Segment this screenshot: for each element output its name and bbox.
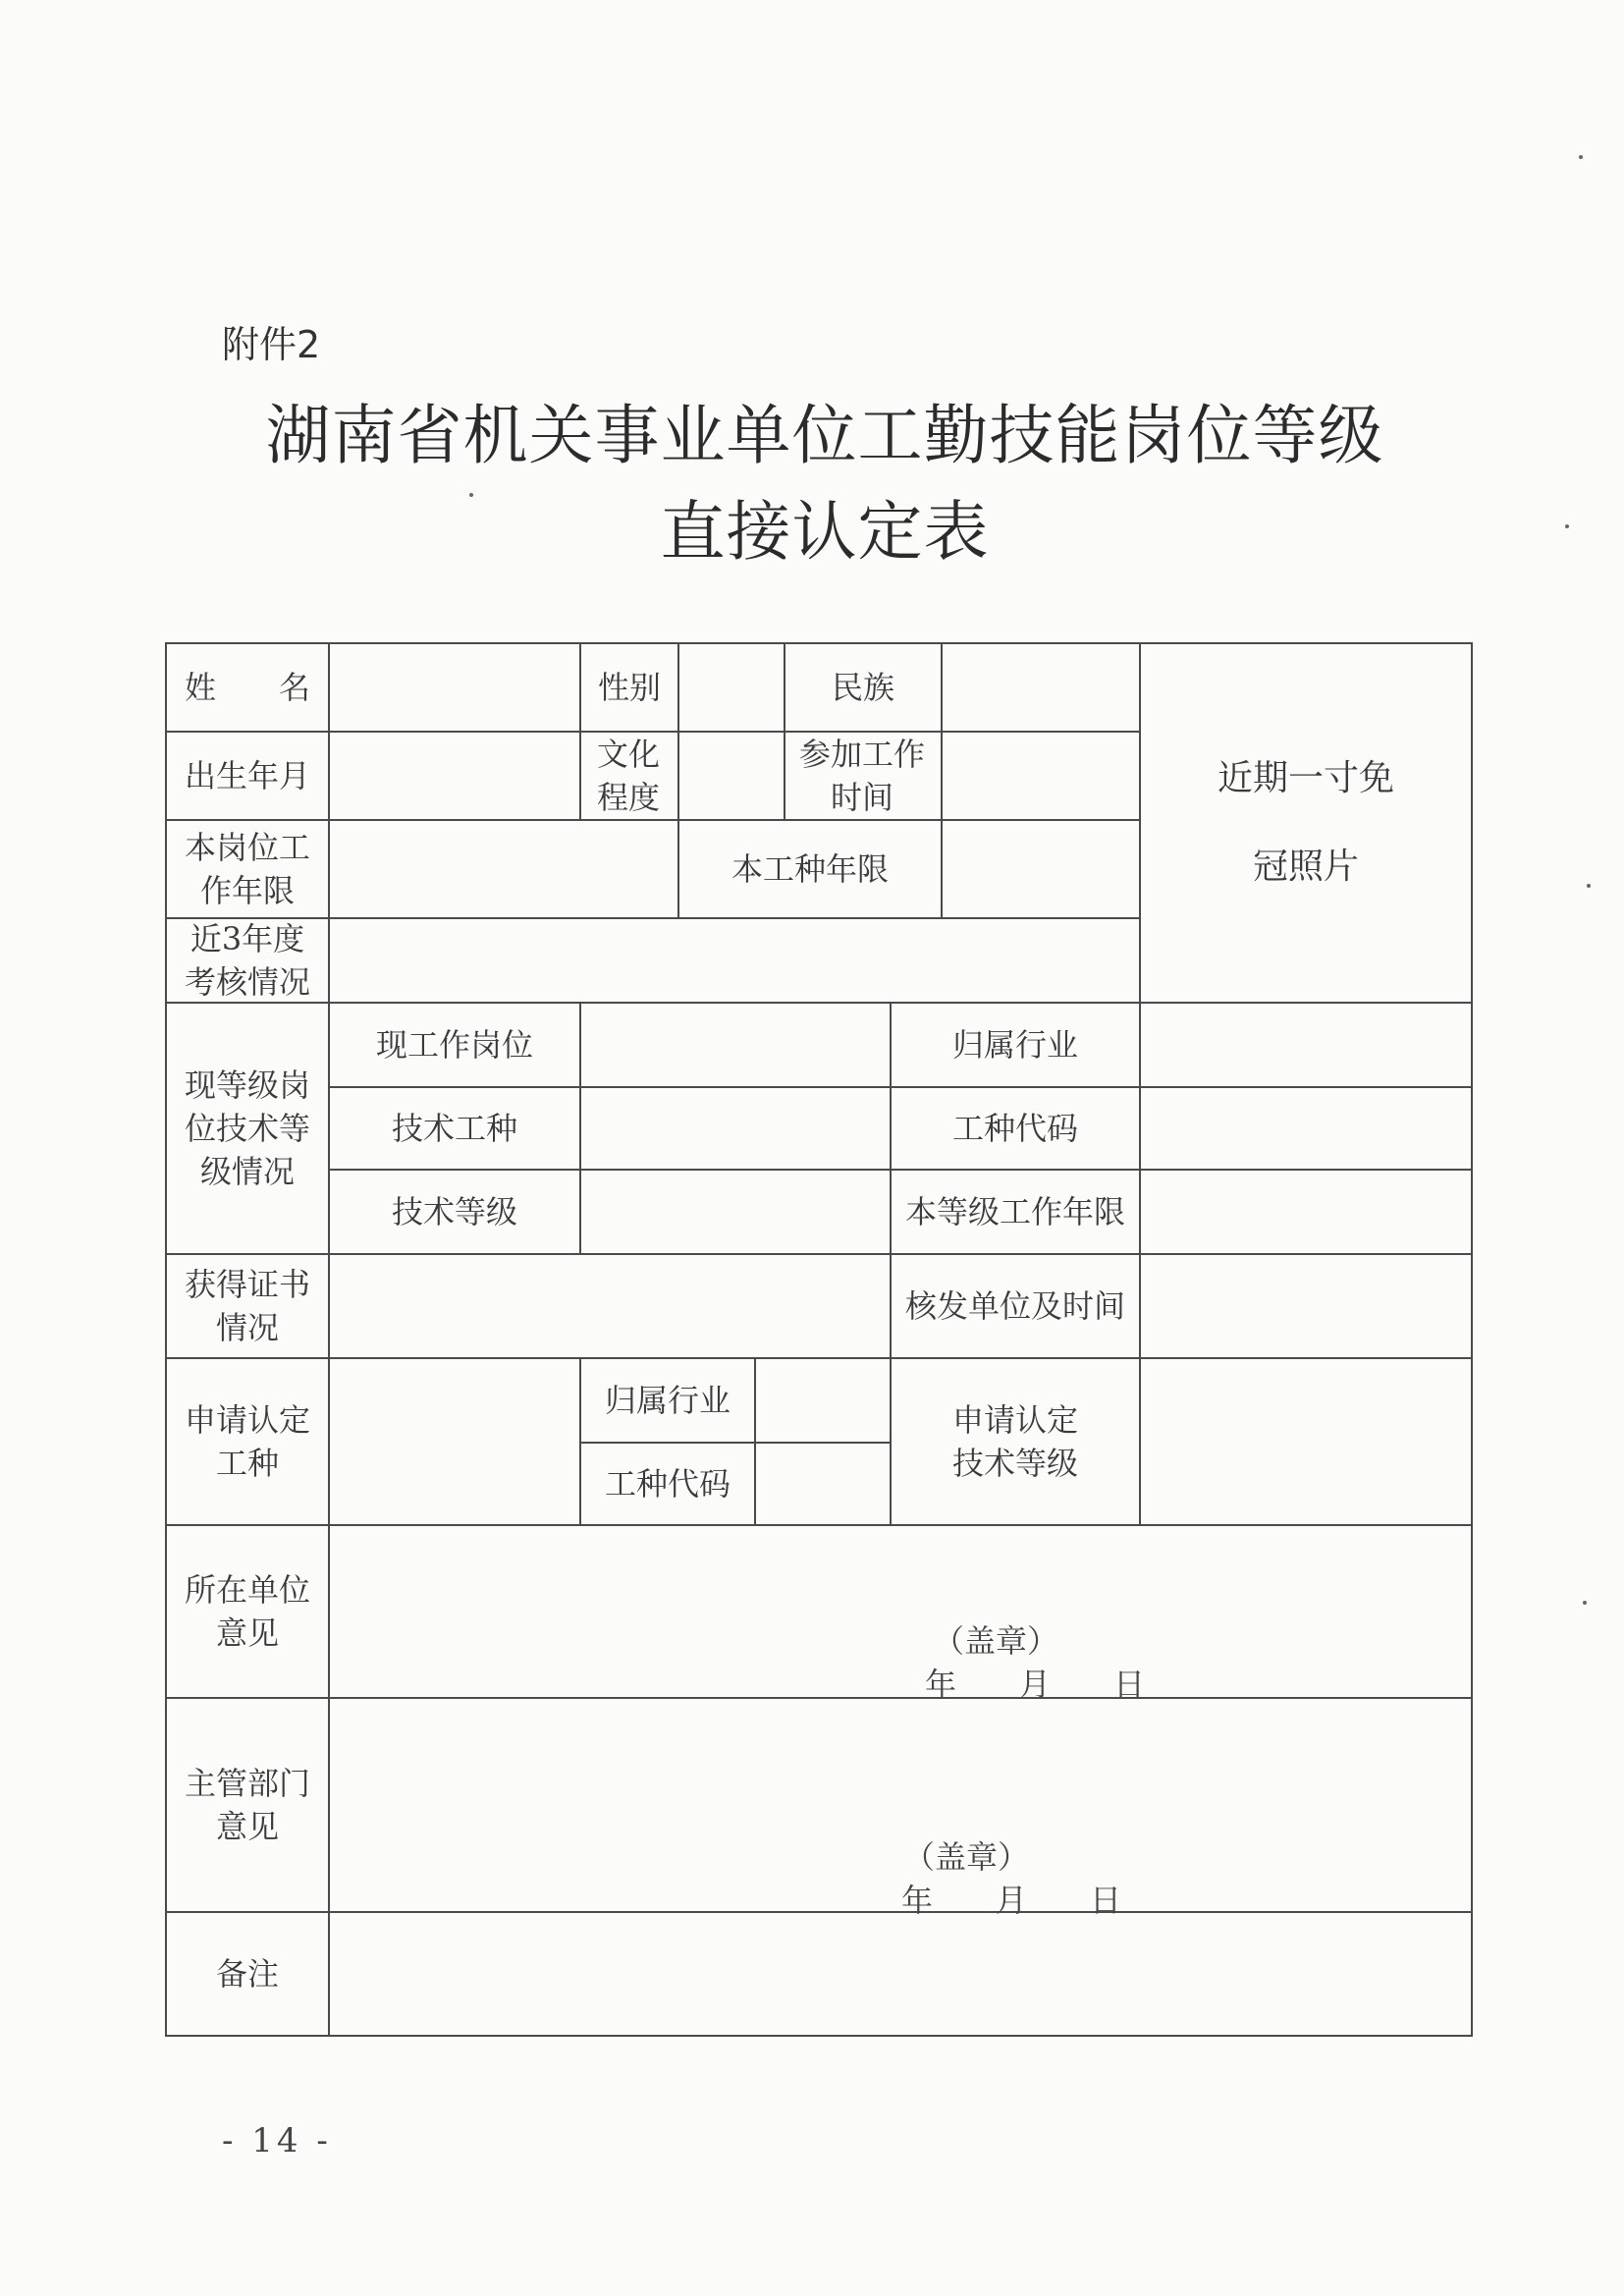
dept-seal-placeholder: （盖章） — [903, 1838, 1030, 1876]
label-current-level-section: 现等级岗位技术等级情况 — [184, 1066, 310, 1190]
label-issuer-time: 核发单位及时间 — [904, 1287, 1125, 1325]
rule — [165, 1357, 1473, 1359]
rule — [165, 642, 167, 2037]
rule — [165, 1911, 1473, 1913]
rule — [1471, 642, 1473, 2037]
photo-placeholder: 近期一寸免冠照片 — [1217, 758, 1394, 887]
page-number: - 14 - — [222, 2121, 332, 2160]
document-title-line2: 直接认定表 — [660, 494, 990, 570]
unit-seal-placeholder: （盖章） — [933, 1622, 1059, 1660]
label-assessment: 近3年度考核情况 — [184, 920, 310, 1001]
unit-date-placeholder: 年 月 日 — [925, 1666, 1146, 1703]
rule — [1139, 642, 1141, 1524]
label-join-work-time: 参加工作时间 — [798, 736, 925, 816]
label-tech-level: 技术等级 — [391, 1193, 517, 1230]
rule — [165, 2035, 1473, 2037]
label-current-post: 现工作岗位 — [375, 1026, 533, 1064]
label-level-years: 本等级工作年限 — [904, 1193, 1125, 1230]
label-gender: 性别 — [597, 669, 661, 706]
label-certificate: 获得证书情况 — [184, 1266, 310, 1346]
scan-speck — [1579, 155, 1583, 159]
label-apply-tech-level: 申请认定技术等级 — [952, 1401, 1079, 1482]
scan-speck — [469, 493, 473, 497]
label-remarks: 备注 — [215, 1955, 279, 1993]
document-title-line1: 湖南省机关事业单位工勤技能岗位等级 — [265, 398, 1384, 473]
label-post-years: 本岗位工作年限 — [184, 829, 310, 909]
label-trade: 技术工种 — [391, 1110, 517, 1147]
rule — [941, 642, 943, 917]
dept-date-placeholder: 年 月 日 — [901, 1882, 1122, 1919]
attachment-label: 附件2 — [222, 323, 321, 366]
label-industry: 归属行业 — [951, 1026, 1078, 1064]
label-trade-years: 本工种年限 — [731, 850, 889, 888]
label-apply-trade: 申请认定工种 — [184, 1401, 310, 1482]
label-ethnicity: 民族 — [831, 669, 894, 706]
label-education: 文化程度 — [596, 736, 660, 816]
rule — [579, 1002, 581, 1253]
rule — [328, 642, 330, 2037]
rule — [165, 1524, 1473, 1526]
label-birth-date: 出生年月 — [184, 757, 310, 794]
scan-speck — [1565, 524, 1569, 528]
label-trade-code: 工种代码 — [951, 1110, 1078, 1147]
label-dept-opinion: 主管部门意见 — [184, 1765, 310, 1845]
label-unit-opinion: 所在单位意见 — [184, 1571, 310, 1652]
rule — [165, 1253, 1473, 1255]
scan-speck — [1587, 884, 1591, 888]
label-apply-trade-code: 工种代码 — [604, 1465, 731, 1503]
label-apply-industry: 归属行业 — [604, 1382, 731, 1419]
rule — [754, 1357, 756, 1524]
label-name: 姓 名 — [184, 669, 310, 706]
rule — [165, 1697, 1473, 1699]
scan-speck — [1583, 1601, 1587, 1605]
